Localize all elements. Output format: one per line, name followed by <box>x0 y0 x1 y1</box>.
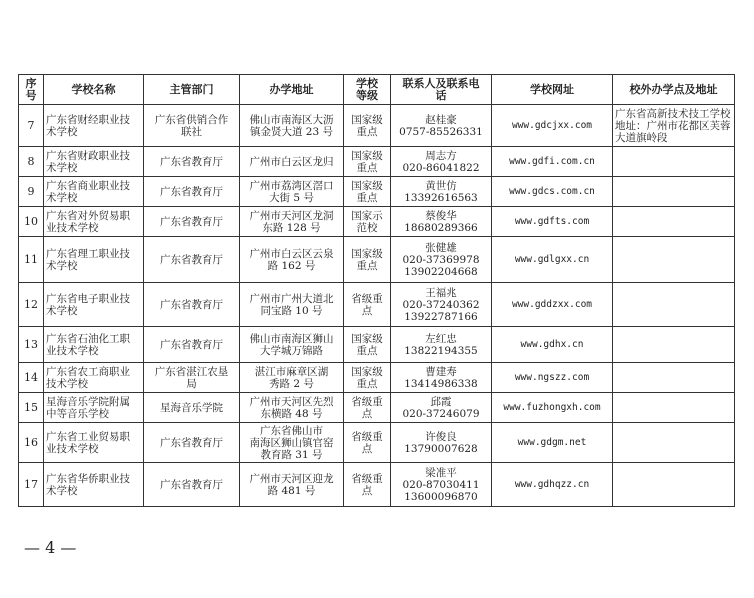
cell-offsite <box>613 207 735 237</box>
cell-offsite <box>613 393 735 423</box>
cell-level: 国家示 范校 <box>344 207 391 237</box>
table-row <box>19 105 735 147</box>
cell-offsite <box>613 363 735 393</box>
cell-department: 广东省湛江农垦 局 <box>144 363 240 393</box>
cell-address: 广州市天河区先烈 东横路 48 号 <box>240 393 344 423</box>
cell-school-name: 广东省对外贸易职 业技术学校 <box>44 207 144 237</box>
cell-address: 广州市天河区龙洞 东路 128 号 <box>240 207 344 237</box>
table-row <box>19 147 735 177</box>
cell-school-name: 广东省农工商职业 技术学校 <box>44 363 144 393</box>
table-row <box>19 393 735 423</box>
cell-department: 广东省教育厅 <box>144 283 240 327</box>
header-name: 学校名称 <box>44 75 144 105</box>
table-row <box>19 283 735 327</box>
cell-website: www.gdhx.cn <box>492 327 613 363</box>
header-level: 学校 等级 <box>344 75 391 105</box>
cell-seq: 17 <box>19 463 44 507</box>
cell-school-name: 广东省华侨职业技 术学校 <box>44 463 144 507</box>
cell-address: 广东省佛山市 南海区狮山镇官窑 教育路 31 号 <box>240 423 344 463</box>
cell-school-name: 广东省财经职业技 术学校 <box>44 105 144 147</box>
cell-level: 省级重 点 <box>344 393 391 423</box>
cell-website: www.gddzxx.com <box>492 283 613 327</box>
table-header-row <box>19 75 735 105</box>
cell-offsite <box>613 283 735 327</box>
cell-seq: 7 <box>19 105 44 147</box>
cell-department: 广东省教育厅 <box>144 463 240 507</box>
cell-level: 省级重 点 <box>344 463 391 507</box>
cell-seq: 16 <box>19 423 44 463</box>
cell-offsite <box>613 237 735 283</box>
cell-seq: 9 <box>19 177 44 207</box>
cell-address: 广州市荔湾区滘口 大街 5 号 <box>240 177 344 207</box>
cell-website: www.gdcjxx.com <box>492 105 613 147</box>
cell-department: 广东省教育厅 <box>144 207 240 237</box>
cell-school-name: 广东省电子职业技 术学校 <box>44 283 144 327</box>
cell-level: 国家级 重点 <box>344 147 391 177</box>
page-number: — 4 — <box>24 538 77 557</box>
cell-address: 广州市白云区云泉 路 162 号 <box>240 237 344 283</box>
table-row <box>19 177 735 207</box>
cell-school-name: 广东省财政职业技 术学校 <box>44 147 144 177</box>
cell-department: 广东省教育厅 <box>144 423 240 463</box>
cell-department: 广东省教育厅 <box>144 147 240 177</box>
cell-department: 广东省教育厅 <box>144 237 240 283</box>
cell-address: 广州市天河区迎龙 路 481 号 <box>240 463 344 507</box>
cell-school-name: 广东省理工职业技 术学校 <box>44 237 144 283</box>
cell-address: 湛江市麻章区湖 秀路 2 号 <box>240 363 344 393</box>
cell-seq: 10 <box>19 207 44 237</box>
header-offsite: 校外办学点及地址 <box>613 75 735 105</box>
cell-contact: 黄世仿 13392616563 <box>391 177 492 207</box>
cell-department: 广东省教育厅 <box>144 177 240 207</box>
cell-level: 省级重 点 <box>344 423 391 463</box>
cell-level: 国家级 重点 <box>344 177 391 207</box>
header-website: 学校网址 <box>492 75 613 105</box>
header-seq: 序 号 <box>19 75 44 105</box>
cell-contact: 梁准平 020-87030411 13600096870 <box>391 463 492 507</box>
cell-contact: 周志方 020-86041822 <box>391 147 492 177</box>
cell-school-name: 广东省工业贸易职 业技术学校 <box>44 423 144 463</box>
cell-offsite <box>613 423 735 463</box>
cell-level: 省级重 点 <box>344 283 391 327</box>
cell-website: www.ngszz.com <box>492 363 613 393</box>
header-contact: 联系人及联系电 话 <box>391 75 492 105</box>
cell-seq: 13 <box>19 327 44 363</box>
cell-contact: 曹建寿 13414986338 <box>391 363 492 393</box>
cell-seq: 12 <box>19 283 44 327</box>
cell-seq: 8 <box>19 147 44 177</box>
cell-level: 国家级 重点 <box>344 105 391 147</box>
cell-department: 广东省教育厅 <box>144 327 240 363</box>
cell-website: www.gdhqzz.cn <box>492 463 613 507</box>
cell-offsite <box>613 327 735 363</box>
cell-address: 广州市广州大道北 同宝路 10 号 <box>240 283 344 327</box>
cell-level: 国家级 重点 <box>344 363 391 393</box>
table-row <box>19 237 735 283</box>
cell-contact: 张健雄 020-37369978 13902204668 <box>391 237 492 283</box>
table-row <box>19 327 735 363</box>
cell-offsite <box>613 177 735 207</box>
cell-website: www.gdfts.com <box>492 207 613 237</box>
cell-website: www.gdlgxx.cn <box>492 237 613 283</box>
cell-address: 佛山市南海区大沥 镇金贤大道 23 号 <box>240 105 344 147</box>
cell-school-name: 星海音乐学院附属 中等音乐学校 <box>44 393 144 423</box>
table-row <box>19 363 735 393</box>
cell-level: 国家级 重点 <box>344 237 391 283</box>
cell-website: www.gdfi.com.cn <box>492 147 613 177</box>
cell-address: 广州市白云区龙归 <box>240 147 344 177</box>
cell-seq: 15 <box>19 393 44 423</box>
cell-contact: 蔡俊华 18680289366 <box>391 207 492 237</box>
cell-contact: 许俊良 13790007628 <box>391 423 492 463</box>
cell-website: www.fuzhongxh.com <box>492 393 613 423</box>
header-address: 办学地址 <box>240 75 344 105</box>
table-row <box>19 207 735 237</box>
cell-contact: 邱霞 020-37246079 <box>391 393 492 423</box>
cell-department: 星海音乐学院 <box>144 393 240 423</box>
cell-offsite: 广东省高新技术技工学校 地址：广州市花都区芙蓉 大道旗岭段 <box>613 105 735 147</box>
cell-contact: 王福兆 020-37240362 13922787166 <box>391 283 492 327</box>
cell-offsite <box>613 147 735 177</box>
cell-address: 佛山市南海区狮山 大学城万锦路 <box>240 327 344 363</box>
table-row <box>19 423 735 463</box>
cell-department: 广东省供销合作 联社 <box>144 105 240 147</box>
cell-school-name: 广东省石油化工职 业技术学校 <box>44 327 144 363</box>
cell-level: 国家级 重点 <box>344 327 391 363</box>
cell-school-name: 广东省商业职业技 术学校 <box>44 177 144 207</box>
header-dept: 主管部门 <box>144 75 240 105</box>
cell-website: www.gdcs.com.cn <box>492 177 613 207</box>
cell-seq: 11 <box>19 237 44 283</box>
table-row <box>19 463 735 507</box>
cell-contact: 左红忠 13822194355 <box>391 327 492 363</box>
school-table <box>18 74 735 507</box>
cell-seq: 14 <box>19 363 44 393</box>
cell-website: www.gdgm.net <box>492 423 613 463</box>
cell-contact: 赵桂豪 0757-85526331 <box>391 105 492 147</box>
cell-offsite <box>613 463 735 507</box>
